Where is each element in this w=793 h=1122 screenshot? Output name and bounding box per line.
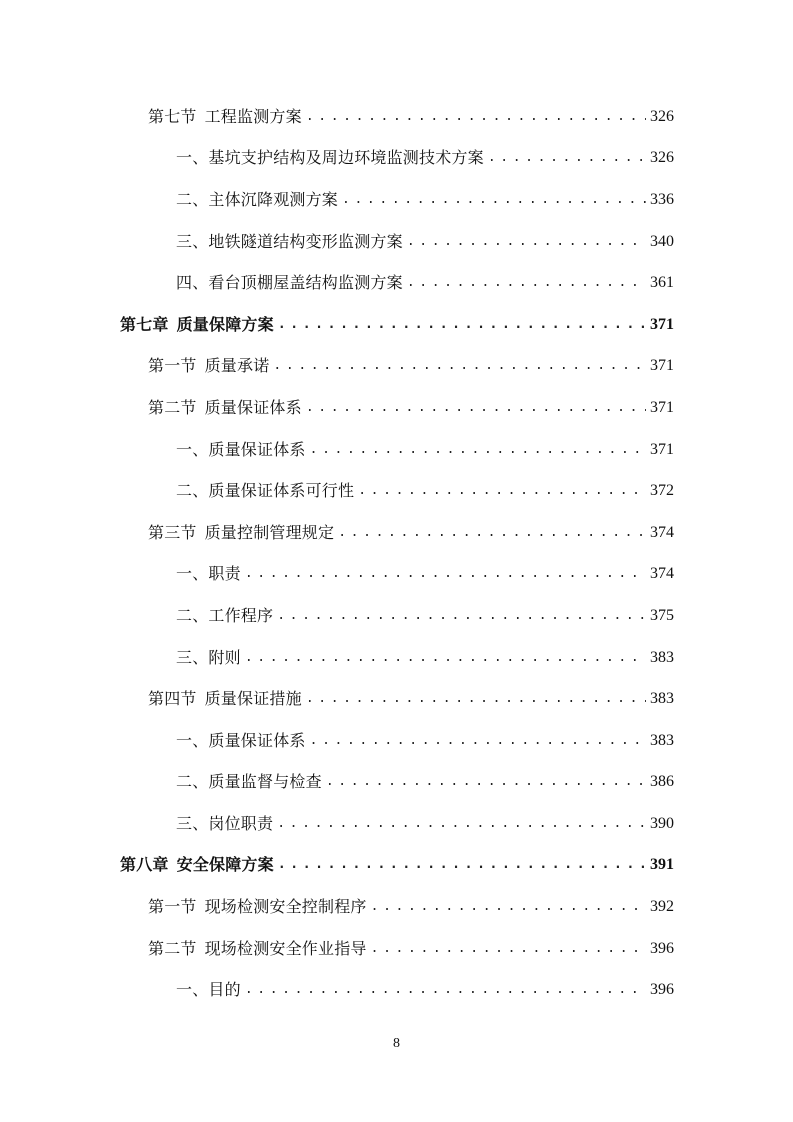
page-number: 8 (393, 1036, 400, 1051)
toc-entry-page: 371 (650, 398, 674, 416)
toc-entry-page: 396 (650, 939, 674, 957)
toc-leader-dots (358, 481, 646, 501)
toc-entry-page: 336 (650, 190, 674, 208)
toc-leader-dots (278, 855, 646, 875)
toc-entry-page: 383 (650, 648, 674, 666)
toc-entry-page: 372 (650, 482, 674, 500)
toc-entry[interactable] (0, 637, 793, 679)
toc-entry-page: 392 (650, 898, 674, 916)
toc-entry[interactable] (0, 470, 793, 512)
toc-leader-dots (407, 232, 646, 252)
toc-entry-page: 386 (650, 773, 674, 791)
toc-leader-dots (326, 772, 646, 792)
toc-entry-page: 326 (650, 107, 674, 125)
toc-entry[interactable] (0, 262, 793, 304)
toc-chapter-entry[interactable] (0, 304, 793, 346)
toc-entry-page: 361 (650, 274, 674, 292)
toc-leader-dots (342, 190, 646, 210)
toc-leader-dots (306, 107, 646, 127)
toc-entry-number: 第三节 (148, 522, 197, 542)
toc-entry-title: 二、质量监督与检查 (176, 772, 322, 792)
toc-chapter-number: 第七章 (120, 314, 169, 334)
toc-entry-number: 第四节 (148, 689, 197, 709)
toc-leader-dots (338, 523, 646, 543)
toc-entry-title: 四、看台顶棚屋盖结构监测方案 (176, 273, 403, 293)
toc-entry[interactable] (0, 886, 793, 928)
toc-entry-title: 三、附则 (176, 647, 241, 667)
toc-entry[interactable] (0, 138, 793, 180)
toc-entry-number: 第一节 (148, 356, 197, 376)
toc-entry[interactable] (0, 221, 793, 263)
toc-entry-label (148, 689, 302, 709)
toc-entry[interactable] (0, 762, 793, 804)
toc-entry-title: 质量承诺 (204, 356, 270, 376)
toc-chapter-entry[interactable] (0, 845, 793, 887)
toc-entry-title: 三、地铁隧道结构变形监测方案 (176, 231, 403, 251)
toc-entry[interactable] (0, 554, 793, 596)
toc-leader-dots (306, 689, 646, 709)
toc-entry[interactable] (0, 387, 793, 429)
toc-entry-page: 326 (650, 149, 674, 167)
toc-entry-page: 374 (650, 523, 674, 541)
toc-entry[interactable] (0, 429, 793, 471)
toc-entry[interactable] (0, 346, 793, 388)
table-of-contents (0, 96, 793, 1011)
toc-entry[interactable] (0, 512, 793, 554)
toc-entry[interactable] (0, 969, 793, 1011)
toc-chapter-title: 安全保障方案 (176, 855, 274, 875)
toc-entry-number: 第二节 (148, 938, 197, 958)
toc-entry-page: 371 (650, 440, 674, 458)
toc-entry-title: 一、目的 (176, 980, 241, 1000)
toc-entry[interactable] (0, 179, 793, 221)
toc-entry-title: 二、主体沉降观测方案 (176, 189, 339, 209)
toc-entry-page: 383 (650, 690, 674, 708)
toc-entry-label (120, 855, 274, 875)
toc-leader-dots (310, 440, 646, 460)
toc-entry-number: 第二节 (148, 397, 197, 417)
toc-entry[interactable] (0, 595, 793, 637)
toc-leader-dots (488, 148, 646, 168)
toc-leader-dots (310, 731, 646, 751)
toc-entry-label (148, 356, 269, 376)
toc-entry-title: 工程监测方案 (204, 106, 302, 126)
toc-entry-label (148, 939, 367, 959)
toc-leader-dots (407, 273, 646, 293)
toc-entry-title: 二、工作程序 (176, 605, 274, 625)
toc-entry-title: 一、质量保证体系 (176, 730, 306, 750)
toc-entry-page: 390 (650, 814, 674, 832)
toc-entry-page: 374 (650, 565, 674, 583)
toc-entry-number: 第七节 (148, 106, 197, 126)
toc-entry-title: 质量保证措施 (204, 689, 302, 709)
toc-entry[interactable] (0, 803, 793, 845)
toc-entry-page: 383 (650, 731, 674, 749)
toc-entry-title: 三、岗位职责 (176, 813, 274, 833)
toc-entry-title: 一、质量保证体系 (176, 439, 306, 459)
toc-entry-page: 375 (650, 606, 674, 624)
toc-entry[interactable] (0, 928, 793, 970)
toc-leader-dots (245, 648, 646, 668)
toc-entry-title: 现场检测安全控制程序 (204, 897, 367, 917)
toc-entry-label (148, 523, 334, 543)
toc-leader-dots (371, 939, 646, 959)
toc-leader-dots (278, 315, 646, 335)
toc-entry[interactable] (0, 720, 793, 762)
toc-entry-title: 现场检测安全作业指导 (204, 938, 367, 958)
toc-leader-dots (273, 356, 646, 376)
toc-entry-label (148, 398, 302, 418)
toc-entry[interactable] (0, 678, 793, 720)
toc-entry-label (148, 897, 367, 917)
toc-entry-page: 371 (650, 357, 674, 375)
toc-entry-title: 质量控制管理规定 (204, 522, 335, 542)
toc-leader-dots (306, 398, 646, 418)
toc-entry-page: 340 (650, 232, 674, 250)
toc-chapter-number: 第八章 (120, 855, 169, 875)
toc-chapter-title: 质量保障方案 (176, 314, 274, 334)
toc-entry-number: 第一节 (148, 897, 197, 917)
toc-entry-label (120, 315, 274, 335)
toc-entry[interactable] (0, 96, 793, 138)
toc-leader-dots (277, 606, 646, 626)
toc-entry-page: 371 (650, 315, 674, 333)
toc-entry-title: 二、质量保证体系可行性 (176, 481, 355, 501)
toc-entry-page: 396 (650, 981, 674, 999)
toc-entry-page: 391 (650, 856, 674, 874)
toc-leader-dots (277, 814, 646, 834)
toc-entry-label (148, 107, 302, 127)
toc-leader-dots (245, 564, 646, 584)
toc-leader-dots (245, 980, 646, 1000)
toc-entry-title: 一、职责 (176, 564, 241, 584)
toc-entry-title: 一、基坑支护结构及周边环境监测技术方案 (176, 148, 484, 168)
toc-entry-title: 质量保证体系 (204, 397, 302, 417)
toc-leader-dots (371, 897, 646, 917)
